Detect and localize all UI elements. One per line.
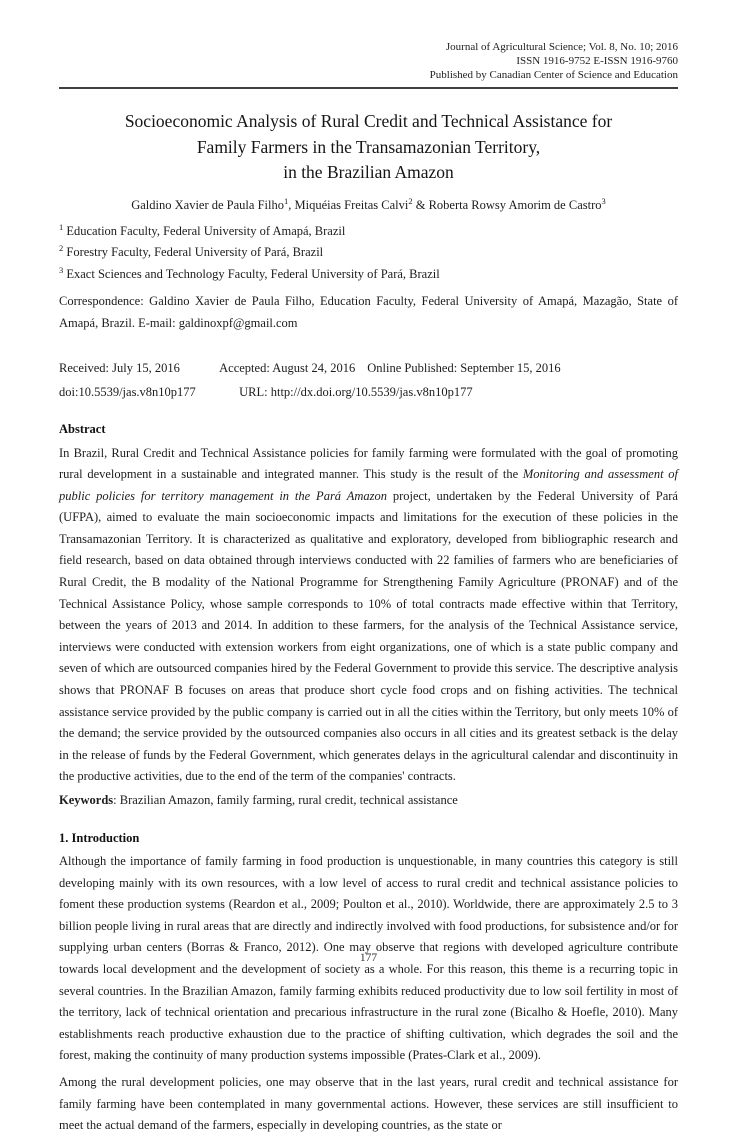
- affiliation-1-sup: 1: [59, 221, 64, 232]
- journal-publisher: Published by Canadian Center of Science and Education: [429, 69, 678, 81]
- keywords-text: : Brazilian Amazon, family farming, rural credit, technical assistance: [113, 793, 458, 807]
- title-line-1: Socioeconomic Analysis of Rural Credit and Technical Assistance for: [124, 111, 613, 131]
- affiliation-2: [59, 242, 678, 264]
- journal-header: [59, 40, 678, 82]
- dates-row: [59, 358, 678, 380]
- abstract-heading: Abstract: [59, 422, 106, 436]
- author-2-affiliation-sup: 2: [408, 195, 413, 206]
- introduction-paragraph-1: Although the importance of family farming in food production is unquestionable, in many countries this category is still developing mainly with its own resources, with a low level of access to rural credit and technical assistance policies to foment these production systems (Reardon et al., 2009; Poulton et al., 2010). Worldwide, there are approximately 2.5 to 3 billion people living in rural areas that are directly and indirectly involved with food productions, for subsistence and/or for supplying urban centers (Borras & Franco, 2012). One may observe that regions with developed agriculture contribute towards local development and the development of society as a whole. For this reason, this theme is a recurring topic in several countries. In the Brazilian Amazon, family farming exhibits reduced productivity due to low soil fertility in most of the territory, lack of technical orientation and precarious infrastructure in the rural zone (Bicalho & Hoefle, 2010). Many establishments reach productive exhaustion due to the practice of shifting cultivation, which degrades the soil and the forest, making the continuity of many production systems impossible (Prates-Clark et al., 2009).: [59, 854, 678, 1063]
- affiliation-3-text: Exact Sciences and Technology Faculty, Federal University of Pará, Brazil: [63, 266, 440, 281]
- header-divider: [59, 87, 678, 89]
- affiliation-1-text: Education Faculty, Federal University of Amapá, Brazil: [63, 223, 346, 238]
- author-1: Galdino Xavier de Paula Filho: [131, 197, 284, 212]
- author-2: Miquéias Freitas Calvi: [294, 197, 409, 212]
- abstract-text-before: In Brazil, Rural Credit and Technical Assistance policies for family farming were formulated with the goal of promoting rural development in a sustainable and integrated manner. This study is the result of the: [59, 445, 678, 482]
- author-separator: ,: [288, 197, 295, 212]
- author-1-affiliation-sup: 1: [283, 195, 289, 206]
- authors-line: [59, 195, 678, 215]
- affiliation-2-sup: 2: [59, 242, 64, 253]
- title-line-3: in the Brazilian Amazon: [283, 162, 454, 182]
- affiliations: [59, 221, 678, 286]
- accepted-date: Accepted: August 24, 2016: [219, 361, 356, 375]
- introduction-heading: 1. Introduction: [59, 830, 140, 845]
- abstract-text-after: project, undertaken by the Federal University of Pará (UFPA), aimed to evaluate the main socioeconomic impacts and limitations for the execution of these policies in the Transamazonian Territory. It is characterized as qualitative and exploratory, developed from bibliographic research and field research, based on data obtained through interviews conducted with 22 families of farmers who are beneficiaries of Rural Credit, the B modality of the National Programme for Strengthening Family Agriculture (PRONAF) and of the Technical Assistance Policy, whose sample corresponds to 10% of total contracts made effective within that Territory, between the years of 2013 and 2014. In addition to these farmers, for the analysis of the Technical Assistance service, interviews were conducted with extension workers from eight organizations, one of which is a state public company and seven of which are outsourced companies hired by the Federal Government to provide this service. The descriptive analysis shows that PRONAF B focuses on areas that produce short cycle food crops and on fishing activities. The technical assistance service provided by the public company is carried out in all the cities within the Territory, but only meets 10% of the demand; the service provided by the outsourced companies also occurs in all cities and its greatest setback is the delay in the release of funds by the Federal Government, which generates delays in the agricultural calendar and discontinuity in the productive activities, due to the end of the term of the companies' contracts.: [59, 488, 678, 784]
- page-number: 177: [359, 952, 378, 964]
- author-3-affiliation-sup: 3: [601, 195, 606, 206]
- affiliation-2-text: Forestry Faculty, Federal University of Pará, Brazil: [63, 245, 324, 259]
- doi-url: URL: http://dx.doi.org/10.5539/jas.v8n10p177: [239, 384, 473, 399]
- correspondence-note: Correspondence: Galdino Xavier de Paula Filho, Education Faculty, Federal University of Amapá, Mazagão, State of Amapá, Brazil. E-mail: galdinoxpf@gmail.com: [59, 294, 678, 330]
- introduction-paragraph-2: Among the rural development policies, one may observe that in the last years, rural credit and technical assistance for family farming have been contemplated in many governmental actions. However, these services are still insufficient to meet the actual demand of the farmers, especially in developing countries, as the state or: [59, 1074, 678, 1133]
- publication-meta: [59, 358, 678, 403]
- affiliation-3: [59, 264, 678, 286]
- author-separator: &: [412, 197, 429, 212]
- affiliation-1: [59, 221, 678, 243]
- title-line-2: Family Farmers in the Transamazonian Territory,: [196, 136, 541, 157]
- keywords-line: [59, 790, 678, 812]
- doi-text: doi:10.5539/jas.v8n10p177: [59, 384, 196, 399]
- page-title: [59, 109, 678, 186]
- online-published-date: Online Published: September 15, 2016: [367, 361, 561, 375]
- affiliation-3-sup: 3: [59, 264, 64, 275]
- journal-issn: ISSN 1916-9752 E-ISSN 1916-9760: [516, 55, 678, 67]
- journal-name-volume: Journal of Agricultural Science; Vol. 8, No. 10; 2016: [445, 41, 678, 53]
- abstract-project-title: Monitoring and assessment of public policies for territory management in the Pará Amazon: [59, 467, 678, 503]
- received-date: Received: July 15, 2016: [59, 361, 180, 375]
- author-3: Roberta Rowsy Amorim de Castro: [428, 197, 602, 212]
- abstract-paragraph: [59, 443, 678, 789]
- doi-row: [59, 382, 678, 404]
- keywords-label: Keywords: [59, 793, 114, 807]
